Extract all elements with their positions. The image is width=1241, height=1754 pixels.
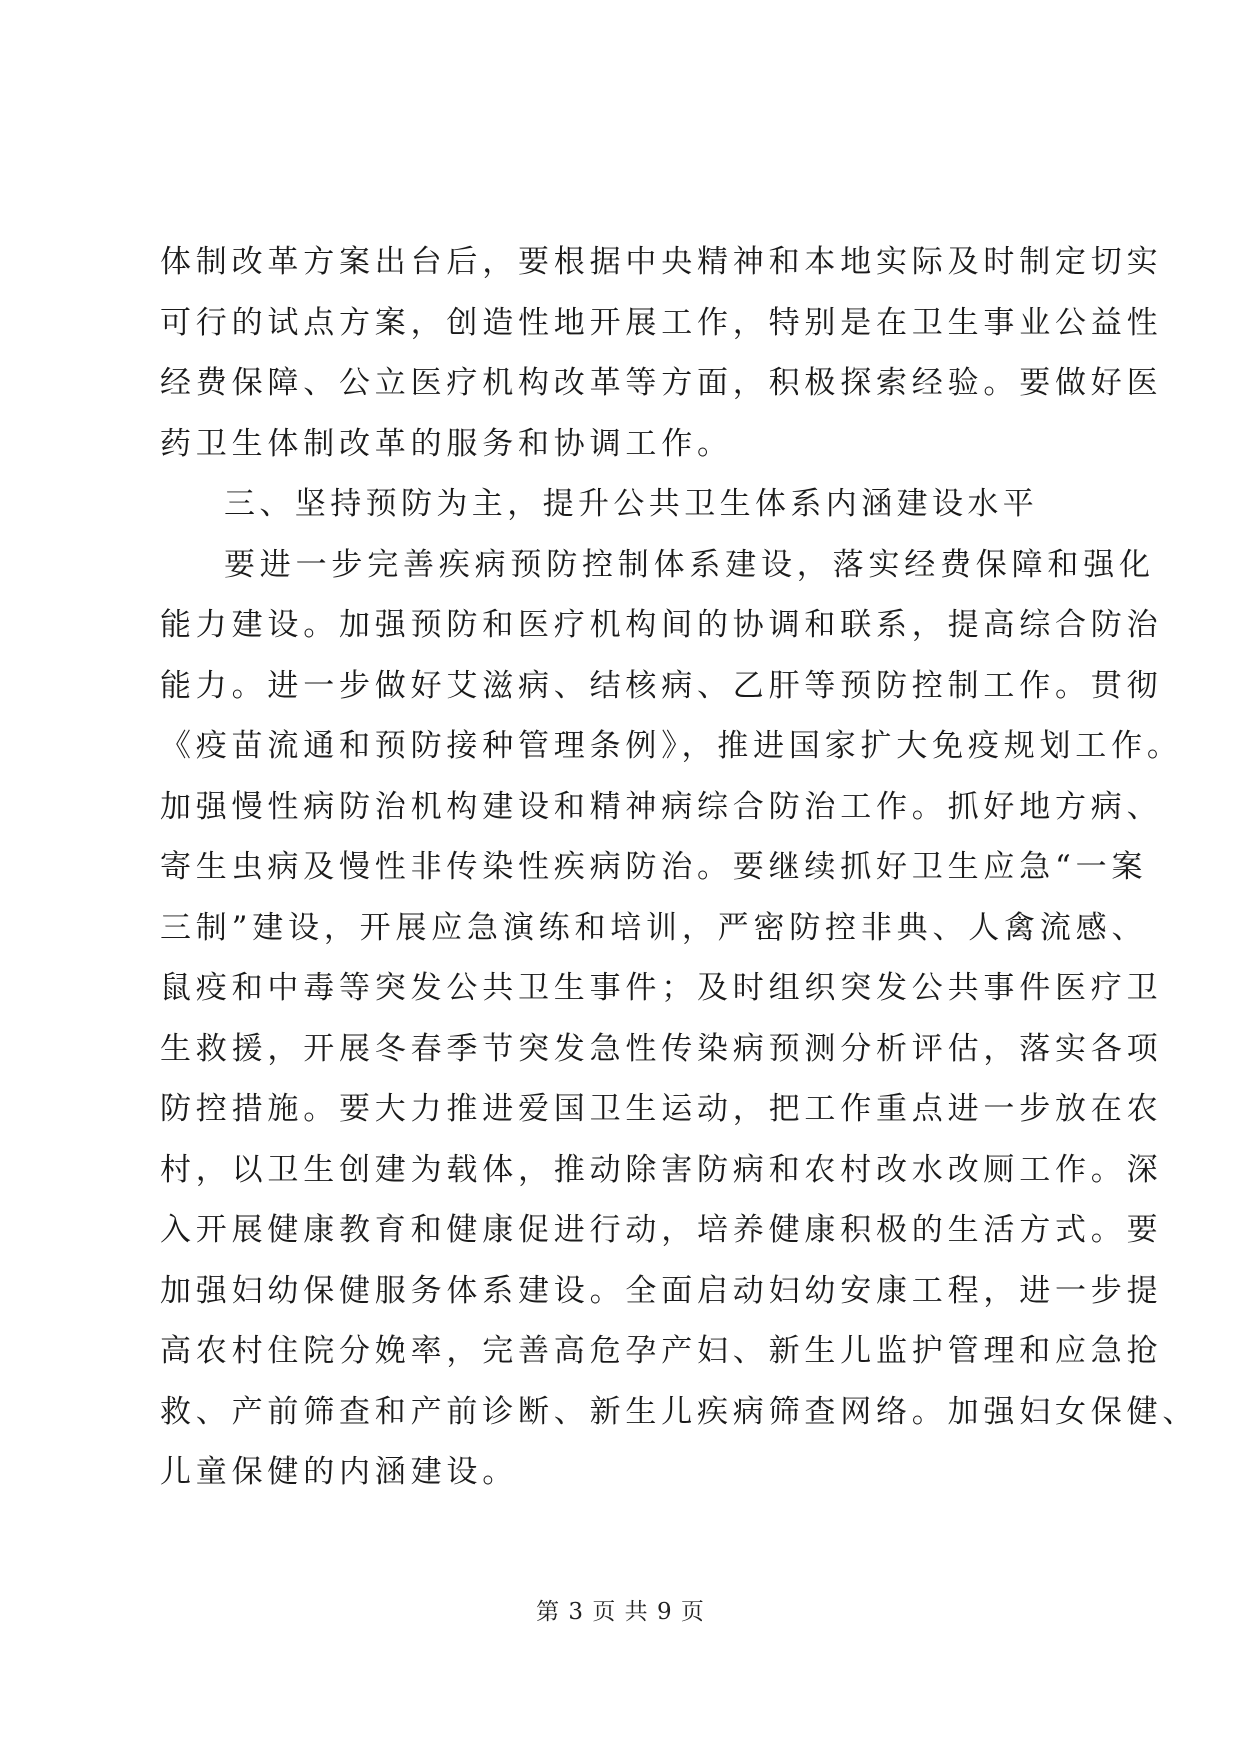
text-line: 能力。进一步做好艾滋病、结核病、乙肝等预防控制工作。贯彻 xyxy=(160,667,1163,704)
text-line: 三制”建设，开展应急演练和培训，严密防控非典、人禽流感、 xyxy=(160,909,1148,946)
text-line: 能力建设。加强预防和医疗机构间的协调和联系，提高综合防治 xyxy=(160,607,1163,643)
text-line: 入开展健康教育和健康促进行动，培养健康积极的生活方式。要 xyxy=(160,1212,1163,1248)
text-line: 救、产前筛查和产前诊断、新生儿疾病筛查网络。加强妇女保健、 xyxy=(160,1393,1199,1430)
text-line: 儿童保健的内涵建设。 xyxy=(160,1454,518,1490)
text-line: 高农村住院分娩率，完善高危孕产妇、新生儿监护管理和应急抢 xyxy=(160,1333,1163,1369)
text-line: 生救援，开展冬春季节突发急性传染病预测分析评估，落实各项 xyxy=(160,1030,1163,1067)
page-number-footer: 第 3 页 共 9 页 xyxy=(536,1599,705,1625)
text-line: 可行的试点方案，创造性地开展工作，特别是在卫生事业公益性 xyxy=(160,304,1163,341)
text-line: 经费保障、公立医疗机构改革等方面，积极探索经验。要做好医 xyxy=(160,365,1163,401)
text-line: 加强妇幼保健服务体系建设。全面启动妇幼安康工程，进一步提 xyxy=(160,1272,1163,1309)
document-body xyxy=(160,232,1199,1503)
text-line: 加强慢性病防治机构建设和精神病综合防治工作。抓好地方病、 xyxy=(160,788,1163,825)
text-line: 《疫苗流通和预防接种管理条例》，推进国家扩大免疫规划工作。 xyxy=(160,728,1183,764)
text-line: 寄生虫病及慢性非传染性疾病防治。要继续抓好卫生应急“一案 xyxy=(160,849,1148,885)
text-line: 体制改革方案出台后，要根据中央精神和本地实际及时制定切实 xyxy=(160,244,1163,280)
text-line: 要进一步完善疾病预防控制体系建设，落实经费保障和强化 xyxy=(224,546,1155,583)
text-line: 鼠疫和中毒等突发公共卫生事件；及时组织突发公共事件医疗卫 xyxy=(160,970,1163,1006)
text-line: 村，以卫生创建为载体，推动除害防病和农村改水改厕工作。深 xyxy=(160,1151,1163,1188)
text-line: 药卫生体制改革的服务和协调工作。 xyxy=(160,425,733,462)
section-heading: 三、坚持预防为主，提升公共卫生体系内涵建设水平 xyxy=(224,486,1039,522)
text-line: 防控措施。要大力推进爱国卫生运动，把工作重点进一步放在农 xyxy=(160,1091,1163,1127)
